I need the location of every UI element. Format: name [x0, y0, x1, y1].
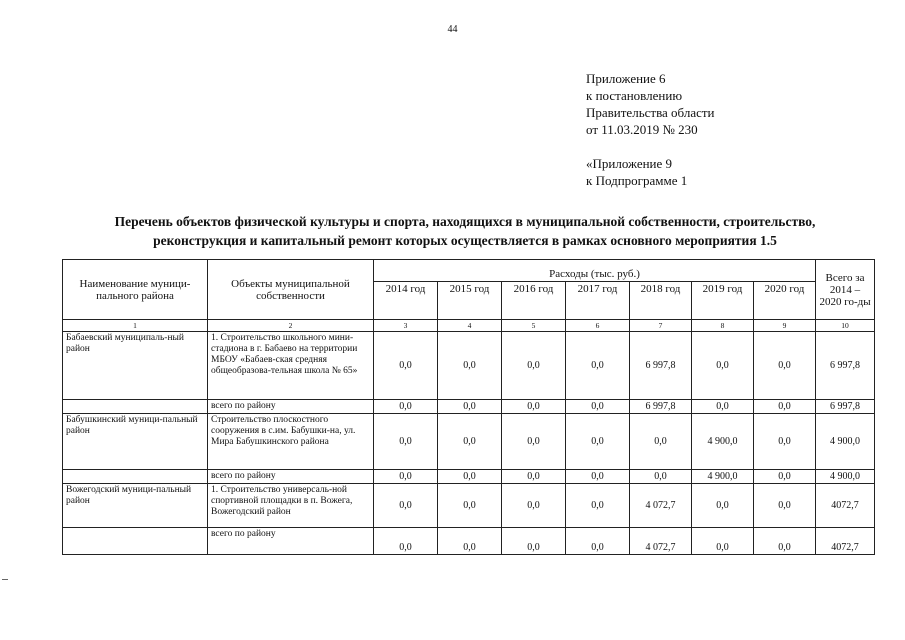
value-cell: 0,0	[754, 400, 816, 414]
column-number: 7	[630, 320, 692, 332]
value-cell: 4 900,0	[816, 470, 875, 484]
header-year: 2020 год	[754, 282, 816, 320]
value-cell: 0,0	[502, 414, 566, 470]
appendix-line: Приложение 6	[586, 71, 666, 86]
column-number: 10	[816, 320, 875, 332]
value-cell: 0,0	[630, 470, 692, 484]
value-cell: 0,0	[374, 484, 438, 528]
appendix-line: к постановлению	[586, 88, 683, 103]
value-cell: 0,0	[438, 332, 502, 400]
value-cell: 0,0	[438, 484, 502, 528]
value-cell: 0,0	[692, 528, 754, 555]
header-expenses: Расходы (тыс. руб.)	[374, 260, 816, 282]
header-year: 2019 год	[692, 282, 754, 320]
value-cell: 0,0	[502, 470, 566, 484]
header-year: 2017 год	[566, 282, 630, 320]
value-cell: 0,0	[374, 332, 438, 400]
value-cell: 0,0	[502, 332, 566, 400]
appendix-line: от 11.03.2019 № 230	[586, 122, 698, 137]
value-cell: 0,0	[754, 332, 816, 400]
object-name: 1. Строительство универсаль-ной спортивной площадки в п. Вожега, Вожегодский район	[208, 484, 374, 528]
header-district: Наименование муници-пального района	[63, 260, 208, 320]
table-row	[63, 414, 875, 470]
column-number: 6	[566, 320, 630, 332]
district-name	[63, 400, 208, 414]
value-cell: 0,0	[754, 484, 816, 528]
table-row	[63, 484, 875, 528]
object-name: 1. Строительство школьного мини-стадиона в г. Бабаево на территории МБОУ «Бабаев-ская средняя общеобразова-тельная школа № 65»	[208, 332, 374, 400]
column-number: 8	[692, 320, 754, 332]
value-cell: 0,0	[502, 484, 566, 528]
value-cell: 0,0	[566, 332, 630, 400]
header-year: 2016 год	[502, 282, 566, 320]
document-title	[60, 212, 870, 250]
district-name: Бабаевский муниципаль-ный район	[63, 332, 208, 400]
value-cell: 0,0	[692, 400, 754, 414]
header-object: Объекты муниципальной собственности	[208, 260, 374, 320]
value-cell: 6 997,8	[630, 400, 692, 414]
value-cell: 0,0	[566, 414, 630, 470]
column-number: 1	[63, 320, 208, 332]
value-cell: 0,0	[374, 528, 438, 555]
header-total: Всего за 2014 – 2020 го-ды	[816, 260, 875, 320]
value-cell: 0,0	[566, 484, 630, 528]
value-cell: 0,0	[566, 470, 630, 484]
title-line: Перечень объектов физической культуры и спорта, находящихся в муниципальной собственности, строительство,	[114, 214, 816, 229]
header-year: 2015 год	[438, 282, 502, 320]
object-name: всего по району	[208, 470, 374, 484]
value-cell: 0,0	[692, 332, 754, 400]
value-cell: 0,0	[502, 528, 566, 555]
appendix-line: Правительства области	[586, 105, 715, 120]
value-cell: 0,0	[754, 528, 816, 555]
value-cell: 4 900,0	[816, 414, 875, 470]
value-cell: 0,0	[692, 484, 754, 528]
header-year: 2018 год	[630, 282, 692, 320]
value-cell: 0,0	[754, 470, 816, 484]
column-number: 3	[374, 320, 438, 332]
appendix-line: к Подпрограмме 1	[586, 173, 688, 188]
value-cell: 0,0	[502, 400, 566, 414]
value-cell: 0,0	[566, 528, 630, 555]
value-cell: 4 072,7	[630, 484, 692, 528]
title-line: реконструкция и капитальный ремонт которых осуществляется в рамках основного мероприятия 1.5	[153, 233, 777, 248]
value-cell: 0,0	[438, 414, 502, 470]
column-number: 5	[502, 320, 566, 332]
scan-edge-mark	[2, 579, 8, 580]
table-row	[63, 332, 875, 400]
district-name: Бабушкинский муници-пальный район	[63, 414, 208, 470]
value-cell: 0,0	[438, 400, 502, 414]
value-cell: 0,0	[630, 414, 692, 470]
object-name: всего по району	[208, 528, 374, 555]
value-cell: 4 072,7	[630, 528, 692, 555]
column-number: 4	[438, 320, 502, 332]
objects-table	[62, 259, 875, 555]
header-year: 2014 год	[374, 282, 438, 320]
value-cell: 0,0	[566, 400, 630, 414]
district-name	[63, 528, 208, 555]
appendix-spacer	[586, 138, 715, 155]
object-name: всего по району	[208, 400, 374, 414]
value-cell: 4072,7	[816, 484, 875, 528]
value-cell: 6 997,8	[816, 332, 875, 400]
column-number: 9	[754, 320, 816, 332]
value-cell: 6 997,8	[630, 332, 692, 400]
value-cell: 0,0	[754, 414, 816, 470]
value-cell: 0,0	[374, 414, 438, 470]
value-cell: 0,0	[374, 400, 438, 414]
value-cell: 4 900,0	[692, 414, 754, 470]
value-cell: 0,0	[374, 470, 438, 484]
table-row	[63, 400, 875, 414]
appendix-line: «Приложение 9	[586, 156, 673, 171]
column-numbers-row	[63, 320, 875, 332]
page-number: 44	[447, 24, 458, 35]
object-name: Строительство плоскостного сооружения в с.им. Бабушки-на, ул. Мира Бабушкинского района	[208, 414, 374, 470]
value-cell: 6 997,8	[816, 400, 875, 414]
district-name	[63, 470, 208, 484]
value-cell: 0,0	[438, 528, 502, 555]
district-name: Вожегодский муници-пальный район	[63, 484, 208, 528]
table-row	[63, 528, 875, 555]
appendix-block	[586, 70, 715, 189]
table-row	[63, 470, 875, 484]
value-cell: 4 900,0	[692, 470, 754, 484]
value-cell: 4072,7	[816, 528, 875, 555]
column-number: 2	[208, 320, 374, 332]
value-cell: 0,0	[438, 470, 502, 484]
